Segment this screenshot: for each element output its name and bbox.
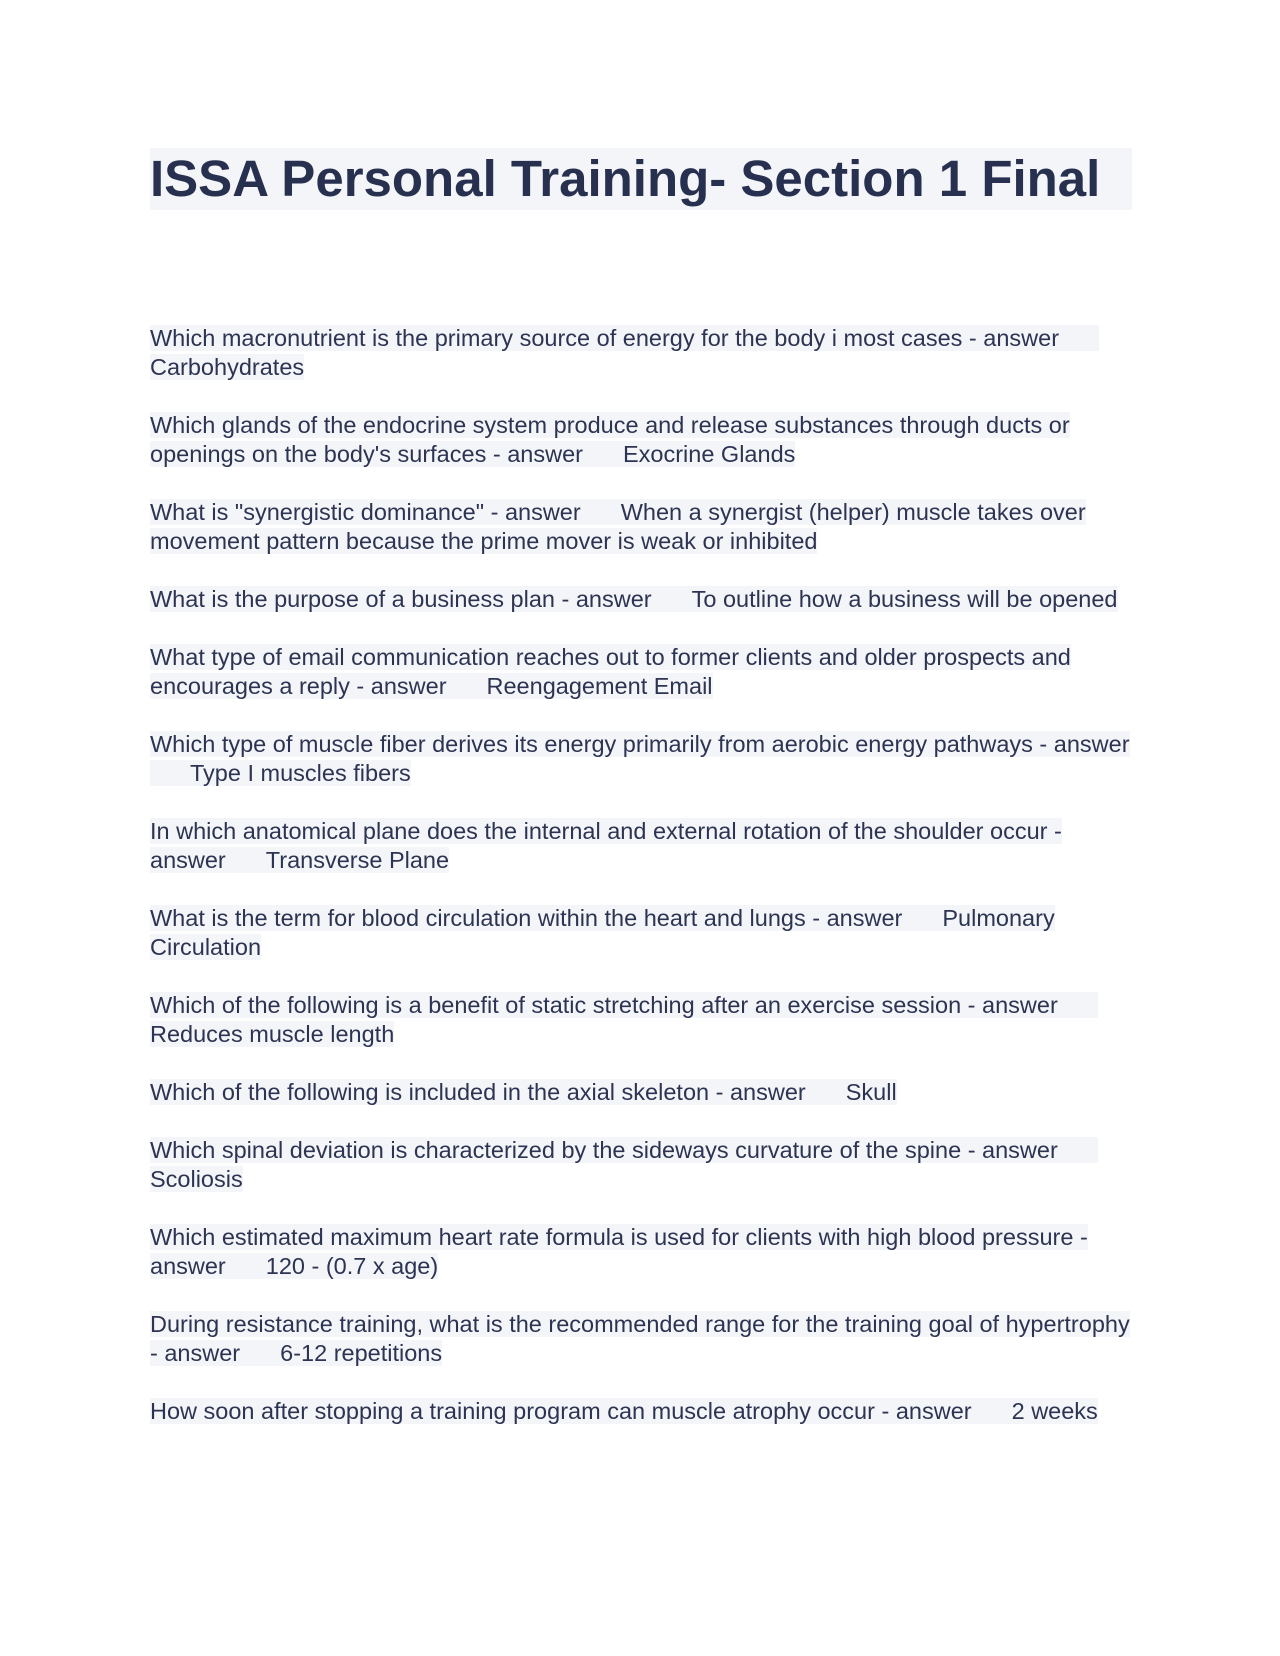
qa-item [150, 1397, 1132, 1426]
qa-item [150, 411, 1132, 469]
qa-question: What is the term for blood circulation within the heart and lungs - answer [150, 905, 903, 931]
qa-item [150, 817, 1132, 875]
qa-question: How soon after stopping a training program can muscle atrophy occur - answer [150, 1398, 972, 1424]
qa-question: In which anatomical plane does the internal and external rotation of the shoulder occur - answer [150, 818, 1062, 873]
qa-answer: Skull [845, 1079, 897, 1105]
qa-answer: Transverse Plane [265, 847, 450, 873]
qa-question: Which type of muscle fiber derives its energy primarily from aerobic energy pathways - answer [150, 731, 1130, 757]
qa-item [150, 643, 1132, 701]
qa-question: Which of the following is a benefit of static stretching after an exercise session - answer [150, 992, 1058, 1018]
qa-question: Which of the following is included in the axial skeleton - answer [150, 1079, 806, 1105]
qa-item [150, 1078, 1132, 1107]
qa-list [150, 324, 1132, 1426]
qa-answer: Scoliosis [150, 1166, 243, 1192]
qa-question: Which glands of the endocrine system produce and release substances through ducts or openings on the body's surfaces - answer [150, 412, 1070, 467]
qa-question: What is the purpose of a business plan - answer [150, 586, 652, 612]
qa-item [150, 991, 1132, 1049]
qa-answer: Exocrine Glands [622, 441, 796, 467]
qa-answer: Carbohydrates [150, 354, 305, 380]
qa-answer: 2 weeks [1011, 1398, 1098, 1424]
qa-question: Which estimated maximum heart rate formula is used for clients with high blood pressure - answer [150, 1224, 1088, 1279]
qa-item [150, 1223, 1132, 1281]
qa-item [150, 1310, 1132, 1368]
qa-question: Which spinal deviation is characterized by the sideways curvature of the spine - answer [150, 1137, 1058, 1163]
qa-question: During resistance training, what is the recommended range for the training goal of hypertrophy - answer [150, 1311, 1130, 1366]
qa-answer: Type I muscles fibers [190, 760, 411, 786]
qa-answer: Reduces muscle length [150, 1021, 395, 1047]
qa-item [150, 324, 1132, 382]
qa-answer: To outline how a business will be opened [691, 586, 1118, 612]
document-page [150, 148, 1132, 1455]
qa-item [150, 498, 1132, 556]
qa-answer: 120 - (0.7 x age) [265, 1253, 439, 1279]
qa-question: Which macronutrient is the primary source of energy for the body i most cases - answer [150, 325, 1060, 351]
qa-item [150, 904, 1132, 962]
qa-answer: When a synergist (helper) muscle takes over movement pattern because the prime mover is weak or inhibited [150, 499, 1086, 554]
qa-answer: 6-12 repetitions [280, 1340, 443, 1366]
document-title: ISSA Personal Training- Section 1 Final [150, 148, 1132, 210]
qa-item [150, 730, 1132, 788]
qa-answer: Pulmonary Circulation [150, 905, 1055, 960]
qa-question: What type of email communication reaches out to former clients and older prospects and encourages a reply - answer [150, 644, 1071, 699]
qa-item [150, 1136, 1132, 1194]
qa-answer: Reengagement Email [486, 673, 713, 699]
qa-item [150, 585, 1132, 614]
qa-question: What is "synergistic dominance" - answer [150, 499, 581, 525]
